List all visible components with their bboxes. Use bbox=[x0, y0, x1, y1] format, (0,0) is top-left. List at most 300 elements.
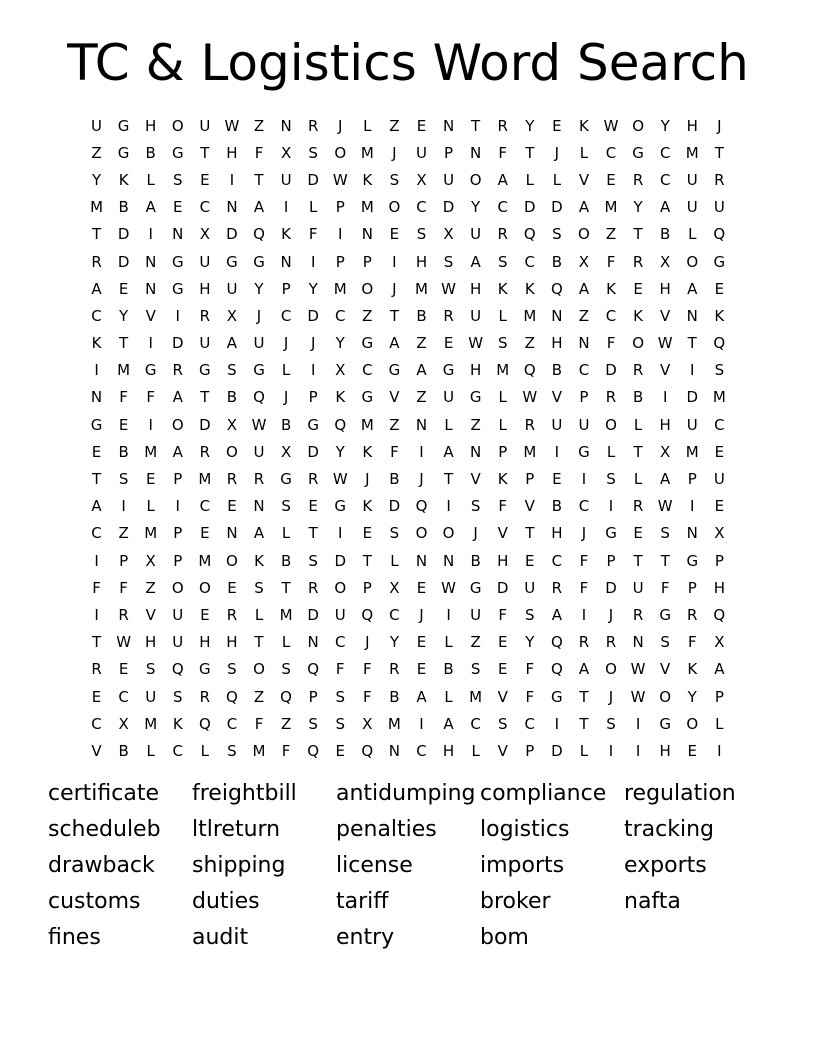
grid-letter[interactable]: G bbox=[686, 551, 699, 570]
grid-letter[interactable]: B bbox=[660, 225, 671, 244]
grid-letter[interactable]: Y bbox=[335, 334, 345, 353]
grid-letter[interactable]: N bbox=[145, 252, 157, 271]
grid-letter[interactable]: H bbox=[442, 741, 455, 760]
grid-letter[interactable]: S bbox=[389, 524, 400, 543]
grid-letter[interactable]: E bbox=[118, 660, 129, 679]
grid-letter[interactable]: G bbox=[632, 143, 644, 162]
grid-letter[interactable]: G bbox=[253, 361, 265, 380]
grid-letter[interactable]: S bbox=[118, 470, 129, 489]
grid-letter[interactable]: M bbox=[685, 442, 699, 461]
grid-letter[interactable]: I bbox=[94, 361, 99, 380]
grid-letter[interactable]: B bbox=[632, 388, 644, 407]
grid-letter[interactable]: J bbox=[473, 524, 478, 543]
grid-letter[interactable]: E bbox=[416, 660, 427, 679]
grid-letter[interactable]: I bbox=[338, 225, 343, 244]
grid-letter[interactable]: F bbox=[525, 687, 535, 706]
grid-letter[interactable]: A bbox=[145, 198, 156, 217]
grid-letter[interactable]: C bbox=[524, 714, 536, 733]
grid-letter[interactable]: A bbox=[578, 198, 590, 217]
grid-letter[interactable]: Y bbox=[254, 279, 264, 298]
grid-letter[interactable]: F bbox=[498, 143, 508, 162]
grid-letter[interactable]: Z bbox=[362, 306, 373, 325]
grid-letter[interactable]: S bbox=[308, 143, 318, 162]
grid-letter[interactable]: O bbox=[171, 415, 184, 434]
grid-letter[interactable]: P bbox=[687, 578, 697, 597]
grid-letter[interactable]: Z bbox=[280, 714, 292, 733]
grid-letter[interactable]: O bbox=[226, 442, 238, 461]
grid-letter[interactable]: S bbox=[227, 741, 237, 760]
grid-letter[interactable]: R bbox=[91, 252, 102, 271]
grid-letter[interactable]: T bbox=[281, 578, 291, 597]
grid-letter[interactable]: Z bbox=[145, 578, 156, 597]
grid-letter[interactable]: S bbox=[173, 170, 183, 189]
grid-letter[interactable]: X bbox=[660, 442, 671, 461]
grid-letter[interactable]: F bbox=[390, 442, 399, 461]
grid-letter[interactable]: Q bbox=[713, 225, 726, 244]
grid-letter[interactable]: N bbox=[253, 497, 265, 516]
grid-letter[interactable]: H bbox=[199, 633, 211, 652]
grid-letter[interactable]: F bbox=[92, 578, 101, 597]
grid-letter[interactable]: R bbox=[578, 633, 590, 652]
grid-letter[interactable]: Q bbox=[307, 741, 320, 760]
grid-letter[interactable]: X bbox=[660, 252, 671, 271]
grid-letter[interactable]: E bbox=[497, 660, 508, 679]
grid-letter[interactable]: R bbox=[632, 252, 644, 271]
grid-letter[interactable]: X bbox=[362, 714, 373, 733]
grid-letter[interactable]: E bbox=[633, 524, 643, 543]
grid-letter[interactable]: C bbox=[605, 143, 617, 162]
grid-letter[interactable]: N bbox=[470, 442, 482, 461]
grid-letter[interactable]: E bbox=[714, 497, 725, 516]
grid-letter[interactable]: P bbox=[335, 198, 345, 217]
grid-letter[interactable]: Y bbox=[471, 198, 481, 217]
grid-letter[interactable]: F bbox=[498, 605, 508, 624]
grid-letter[interactable]: R bbox=[307, 470, 319, 489]
grid-letter[interactable]: G bbox=[171, 143, 184, 162]
grid-letter[interactable]: N bbox=[470, 143, 482, 162]
grid-letter[interactable]: V bbox=[145, 605, 156, 624]
grid-letter[interactable]: I bbox=[338, 524, 343, 543]
grid-letter[interactable]: A bbox=[443, 442, 454, 461]
grid-letter[interactable]: N bbox=[442, 551, 455, 570]
grid-letter[interactable]: I bbox=[662, 388, 668, 407]
grid-letter[interactable]: F bbox=[281, 741, 291, 760]
grid-letter[interactable]: K bbox=[687, 660, 698, 679]
grid-letter[interactable]: R bbox=[551, 578, 563, 597]
grid-letter[interactable]: Z bbox=[470, 633, 481, 652]
grid-letter[interactable]: G bbox=[713, 252, 726, 271]
grid-letter[interactable]: T bbox=[714, 143, 724, 162]
grid-letter[interactable]: M bbox=[415, 279, 428, 298]
grid-letter[interactable]: G bbox=[469, 578, 482, 597]
grid-letter[interactable]: R bbox=[199, 306, 211, 325]
grid-letter[interactable]: I bbox=[690, 497, 695, 516]
grid-letter[interactable]: S bbox=[714, 361, 725, 380]
grid-letter[interactable]: V bbox=[389, 388, 400, 407]
grid-letter[interactable]: O bbox=[415, 524, 428, 543]
grid-letter[interactable]: X bbox=[389, 578, 400, 597]
grid-letter[interactable]: L bbox=[444, 633, 453, 652]
grid-letter[interactable]: M bbox=[469, 687, 483, 706]
grid-letter[interactable]: G bbox=[307, 415, 319, 434]
grid-letter[interactable]: E bbox=[606, 170, 616, 189]
grid-letter[interactable]: I bbox=[175, 306, 180, 325]
grid-letter[interactable]: M bbox=[333, 279, 347, 298]
grid-letter[interactable]: I bbox=[446, 497, 451, 516]
grid-letter[interactable]: S bbox=[227, 361, 237, 380]
grid-letter[interactable]: J bbox=[365, 633, 370, 652]
grid-letter[interactable]: X bbox=[226, 306, 238, 325]
grid-letter[interactable]: O bbox=[226, 551, 238, 570]
grid-letter[interactable]: E bbox=[200, 170, 210, 189]
grid-letter[interactable]: C bbox=[91, 524, 102, 543]
grid-letter[interactable]: V bbox=[660, 660, 671, 679]
grid-letter[interactable]: C bbox=[497, 198, 508, 217]
grid-letter[interactable]: A bbox=[660, 470, 671, 489]
grid-letter[interactable]: Q bbox=[334, 415, 347, 434]
grid-letter[interactable]: C bbox=[524, 252, 536, 271]
grid-letter[interactable]: P bbox=[335, 252, 345, 271]
grid-letter[interactable]: O bbox=[388, 198, 401, 217]
grid-letter[interactable]: J bbox=[608, 605, 614, 624]
grid-letter[interactable]: C bbox=[118, 687, 129, 706]
grid-letter[interactable]: H bbox=[469, 361, 482, 380]
grid-letter[interactable]: C bbox=[335, 306, 346, 325]
grid-letter[interactable]: E bbox=[227, 578, 237, 597]
grid-letter[interactable]: L bbox=[363, 116, 372, 135]
grid-letter[interactable]: K bbox=[362, 170, 373, 189]
grid-letter[interactable]: I bbox=[690, 361, 695, 380]
grid-letter[interactable]: C bbox=[362, 361, 373, 380]
grid-letter[interactable]: T bbox=[525, 524, 535, 543]
grid-letter[interactable]: B bbox=[280, 551, 292, 570]
grid-letter[interactable]: M bbox=[360, 198, 374, 217]
grid-letter[interactable]: Z bbox=[524, 334, 535, 353]
grid-letter[interactable]: R bbox=[632, 170, 644, 189]
grid-letter[interactable]: D bbox=[605, 361, 617, 380]
grid-letter[interactable]: S bbox=[389, 170, 400, 189]
grid-letter[interactable]: S bbox=[308, 551, 318, 570]
grid-letter[interactable]: D bbox=[171, 334, 184, 353]
grid-letter[interactable]: F bbox=[308, 225, 318, 244]
grid-letter[interactable]: F bbox=[606, 334, 616, 353]
grid-letter[interactable]: O bbox=[605, 660, 617, 679]
grid-letter[interactable]: E bbox=[308, 497, 318, 516]
grid-letter[interactable]: O bbox=[334, 143, 347, 162]
grid-letter[interactable]: B bbox=[118, 442, 129, 461]
grid-letter[interactable]: W bbox=[224, 116, 240, 135]
grid-letter[interactable]: S bbox=[335, 687, 345, 706]
grid-letter[interactable]: P bbox=[281, 279, 291, 298]
grid-letter[interactable]: E bbox=[335, 741, 345, 760]
grid-letter[interactable]: O bbox=[171, 116, 184, 135]
grid-letter[interactable]: Q bbox=[307, 660, 320, 679]
grid-letter[interactable]: L bbox=[579, 143, 589, 162]
grid-letter[interactable]: S bbox=[606, 714, 616, 733]
grid-letter[interactable]: J bbox=[608, 687, 614, 706]
grid-letter[interactable]: B bbox=[145, 143, 156, 162]
grid-letter[interactable]: R bbox=[632, 361, 644, 380]
grid-letter[interactable]: I bbox=[635, 714, 641, 733]
grid-letter[interactable]: G bbox=[361, 388, 374, 407]
grid-letter[interactable]: E bbox=[416, 633, 427, 652]
grid-letter[interactable]: A bbox=[470, 252, 481, 271]
grid-letter[interactable]: F bbox=[335, 660, 345, 679]
grid-letter[interactable]: D bbox=[496, 578, 509, 597]
grid-letter[interactable]: S bbox=[497, 252, 508, 271]
grid-letter[interactable]: X bbox=[280, 143, 292, 162]
grid-letter[interactable]: H bbox=[551, 334, 563, 353]
grid-letter[interactable]: E bbox=[389, 225, 400, 244]
grid-letter[interactable]: N bbox=[172, 225, 184, 244]
grid-letter[interactable]: V bbox=[497, 741, 508, 760]
grid-letter[interactable]: J bbox=[419, 470, 424, 489]
grid-letter[interactable]: Q bbox=[713, 605, 726, 624]
grid-letter[interactable]: P bbox=[362, 578, 372, 597]
grid-letter[interactable]: I bbox=[283, 198, 289, 217]
grid-letter[interactable]: M bbox=[144, 442, 158, 461]
grid-letter[interactable]: U bbox=[415, 143, 427, 162]
grid-letter[interactable]: A bbox=[551, 605, 562, 624]
grid-letter[interactable]: O bbox=[361, 279, 374, 298]
grid-letter[interactable]: A bbox=[578, 279, 590, 298]
grid-letter[interactable]: M bbox=[252, 741, 266, 760]
grid-letter[interactable]: G bbox=[659, 714, 671, 733]
grid-letter[interactable]: S bbox=[497, 714, 508, 733]
grid-letter[interactable]: R bbox=[714, 170, 725, 189]
grid-letter[interactable]: W bbox=[630, 660, 646, 679]
grid-letter[interactable]: U bbox=[713, 470, 725, 489]
grid-letter[interactable]: F bbox=[660, 578, 670, 597]
grid-letter[interactable]: J bbox=[581, 524, 587, 543]
grid-letter[interactable]: G bbox=[334, 497, 347, 516]
grid-letter[interactable]: E bbox=[200, 605, 210, 624]
grid-letter[interactable]: N bbox=[686, 524, 698, 543]
grid-letter[interactable]: B bbox=[389, 687, 400, 706]
grid-letter[interactable]: C bbox=[551, 551, 563, 570]
grid-letter[interactable]: L bbox=[281, 524, 291, 543]
grid-letter[interactable]: L bbox=[444, 415, 453, 434]
grid-letter[interactable]: F bbox=[525, 660, 535, 679]
grid-letter[interactable]: Z bbox=[389, 415, 400, 434]
grid-letter[interactable]: U bbox=[91, 116, 103, 135]
grid-letter[interactable]: B bbox=[551, 252, 563, 271]
grid-letter[interactable]: S bbox=[497, 334, 508, 353]
grid-letter[interactable]: N bbox=[686, 306, 698, 325]
grid-letter[interactable]: X bbox=[145, 551, 156, 570]
grid-letter[interactable]: M bbox=[117, 361, 131, 380]
grid-letter[interactable]: U bbox=[470, 225, 482, 244]
grid-letter[interactable]: Q bbox=[198, 714, 211, 733]
grid-letter[interactable]: C bbox=[91, 714, 102, 733]
grid-letter[interactable]: C bbox=[91, 306, 102, 325]
grid-letter[interactable]: C bbox=[389, 605, 400, 624]
grid-letter[interactable]: A bbox=[226, 334, 238, 353]
grid-letter[interactable]: D bbox=[524, 198, 536, 217]
grid-letter[interactable]: E bbox=[633, 279, 643, 298]
grid-letter[interactable]: A bbox=[91, 279, 102, 298]
grid-letter[interactable]: C bbox=[172, 741, 184, 760]
grid-letter[interactable]: N bbox=[226, 198, 238, 217]
grid-letter[interactable]: T bbox=[687, 334, 697, 353]
grid-letter[interactable]: F bbox=[119, 578, 128, 597]
grid-letter[interactable]: I bbox=[554, 714, 560, 733]
grid-letter[interactable]: P bbox=[687, 470, 697, 489]
grid-letter[interactable]: H bbox=[551, 524, 563, 543]
grid-letter[interactable]: D bbox=[199, 415, 211, 434]
grid-letter[interactable]: J bbox=[717, 116, 722, 135]
grid-letter[interactable]: W bbox=[468, 334, 484, 353]
grid-letter[interactable]: C bbox=[226, 714, 238, 733]
grid-letter[interactable]: R bbox=[199, 687, 211, 706]
grid-letter[interactable]: L bbox=[688, 225, 697, 244]
grid-letter[interactable]: U bbox=[172, 633, 184, 652]
grid-letter[interactable]: U bbox=[226, 279, 238, 298]
grid-letter[interactable]: T bbox=[91, 470, 102, 489]
grid-letter[interactable]: I bbox=[608, 497, 614, 516]
grid-letter[interactable]: S bbox=[660, 524, 670, 543]
grid-letter[interactable]: J bbox=[419, 605, 424, 624]
grid-letter[interactable]: L bbox=[552, 170, 562, 189]
grid-letter[interactable]: S bbox=[470, 660, 481, 679]
grid-letter[interactable]: J bbox=[283, 388, 289, 407]
grid-letter[interactable]: R bbox=[605, 633, 617, 652]
grid-letter[interactable]: I bbox=[419, 442, 424, 461]
grid-letter[interactable]: E bbox=[552, 116, 562, 135]
grid-letter[interactable]: S bbox=[552, 225, 562, 244]
grid-letter[interactable]: B bbox=[551, 361, 563, 380]
grid-letter[interactable]: H bbox=[713, 578, 725, 597]
grid-letter[interactable]: O bbox=[171, 578, 184, 597]
grid-letter[interactable]: I bbox=[581, 470, 587, 489]
grid-letter[interactable]: J bbox=[392, 279, 397, 298]
grid-letter[interactable]: T bbox=[308, 524, 318, 543]
grid-letter[interactable]: U bbox=[145, 687, 157, 706]
grid-letter[interactable]: P bbox=[173, 551, 183, 570]
grid-letter[interactable]: Q bbox=[550, 660, 563, 679]
grid-letter[interactable]: A bbox=[714, 660, 725, 679]
grid-letter[interactable]: M bbox=[144, 714, 158, 733]
grid-letter[interactable]: T bbox=[91, 225, 102, 244]
grid-letter[interactable]: F bbox=[119, 388, 128, 407]
grid-letter[interactable]: I bbox=[121, 497, 126, 516]
grid-letter[interactable]: R bbox=[497, 116, 508, 135]
grid-letter[interactable]: U bbox=[443, 388, 455, 407]
grid-letter[interactable]: G bbox=[171, 279, 184, 298]
grid-letter[interactable]: I bbox=[94, 605, 99, 624]
grid-letter[interactable]: L bbox=[579, 741, 589, 760]
grid-letter[interactable]: D bbox=[442, 198, 455, 217]
grid-letter[interactable]: N bbox=[280, 252, 292, 271]
grid-letter[interactable]: I bbox=[148, 334, 153, 353]
grid-letter[interactable]: H bbox=[415, 252, 428, 271]
grid-letter[interactable]: W bbox=[116, 633, 132, 652]
grid-letter[interactable]: Q bbox=[523, 361, 536, 380]
grid-letter[interactable]: F bbox=[254, 714, 264, 733]
grid-letter[interactable]: C bbox=[578, 361, 590, 380]
grid-letter[interactable]: O bbox=[442, 524, 455, 543]
grid-letter[interactable]: G bbox=[659, 605, 671, 624]
grid-letter[interactable]: M bbox=[198, 470, 212, 489]
grid-letter[interactable]: K bbox=[579, 116, 589, 135]
grid-letter[interactable]: P bbox=[606, 551, 616, 570]
grid-letter[interactable]: H bbox=[226, 143, 238, 162]
grid-letter[interactable]: Q bbox=[226, 687, 238, 706]
grid-letter[interactable]: E bbox=[416, 116, 427, 135]
grid-letter[interactable]: V bbox=[497, 687, 508, 706]
grid-letter[interactable]: J bbox=[392, 143, 397, 162]
grid-letter[interactable]: O bbox=[632, 334, 644, 353]
grid-letter[interactable]: B bbox=[389, 470, 400, 489]
grid-letter[interactable]: X bbox=[578, 252, 590, 271]
grid-letter[interactable]: R bbox=[307, 116, 319, 135]
grid-letter[interactable]: G bbox=[361, 334, 374, 353]
grid-letter[interactable]: M bbox=[279, 605, 293, 624]
grid-letter[interactable]: T bbox=[443, 470, 454, 489]
grid-letter[interactable]: H bbox=[659, 279, 671, 298]
grid-letter[interactable]: T bbox=[633, 551, 643, 570]
grid-letter[interactable]: R bbox=[226, 470, 238, 489]
grid-letter[interactable]: E bbox=[525, 551, 535, 570]
grid-letter[interactable]: E bbox=[227, 497, 237, 516]
grid-letter[interactable]: L bbox=[633, 470, 643, 489]
grid-letter[interactable]: F bbox=[606, 252, 616, 271]
grid-letter[interactable]: Y bbox=[389, 633, 399, 652]
grid-letter[interactable]: V bbox=[551, 388, 562, 407]
grid-letter[interactable]: E bbox=[552, 470, 562, 489]
grid-letter[interactable]: Q bbox=[550, 279, 563, 298]
grid-letter[interactable]: H bbox=[686, 116, 698, 135]
grid-letter[interactable]: Z bbox=[470, 415, 481, 434]
grid-letter[interactable]: E bbox=[714, 279, 725, 298]
grid-letter[interactable]: K bbox=[172, 714, 183, 733]
grid-letter[interactable]: O bbox=[253, 660, 265, 679]
grid-letter[interactable]: T bbox=[471, 116, 481, 135]
grid-letter[interactable]: K bbox=[91, 334, 102, 353]
grid-letter[interactable]: B bbox=[443, 660, 454, 679]
grid-letter[interactable]: P bbox=[173, 470, 183, 489]
grid-letter[interactable]: G bbox=[388, 361, 401, 380]
grid-letter[interactable]: S bbox=[606, 470, 616, 489]
grid-letter[interactable]: M bbox=[712, 388, 726, 407]
grid-letter[interactable]: L bbox=[444, 687, 453, 706]
grid-letter[interactable]: S bbox=[470, 497, 481, 516]
grid-letter[interactable]: U bbox=[443, 170, 455, 189]
grid-letter[interactable]: I bbox=[148, 415, 153, 434]
grid-letter[interactable]: X bbox=[280, 442, 292, 461]
grid-letter[interactable]: T bbox=[633, 442, 643, 461]
grid-letter[interactable]: E bbox=[497, 633, 508, 652]
grid-letter[interactable]: S bbox=[443, 252, 454, 271]
grid-letter[interactable]: V bbox=[524, 497, 535, 516]
grid-letter[interactable]: Y bbox=[525, 633, 535, 652]
grid-letter[interactable]: B bbox=[470, 551, 481, 570]
grid-letter[interactable]: F bbox=[363, 660, 372, 679]
grid-letter[interactable]: X bbox=[226, 415, 238, 434]
grid-letter[interactable]: K bbox=[118, 170, 129, 189]
grid-letter[interactable]: G bbox=[605, 524, 617, 543]
grid-letter[interactable]: N bbox=[280, 116, 292, 135]
grid-letter[interactable]: G bbox=[90, 415, 103, 434]
grid-letter[interactable]: C bbox=[605, 306, 617, 325]
grid-letter[interactable]: Y bbox=[119, 306, 129, 325]
grid-letter[interactable]: Q bbox=[713, 334, 726, 353]
grid-letter[interactable]: K bbox=[362, 497, 373, 516]
grid-letter[interactable]: D bbox=[117, 225, 130, 244]
grid-letter[interactable]: S bbox=[525, 605, 535, 624]
grid-letter[interactable]: R bbox=[172, 361, 183, 380]
grid-letter[interactable]: Q bbox=[253, 225, 265, 244]
